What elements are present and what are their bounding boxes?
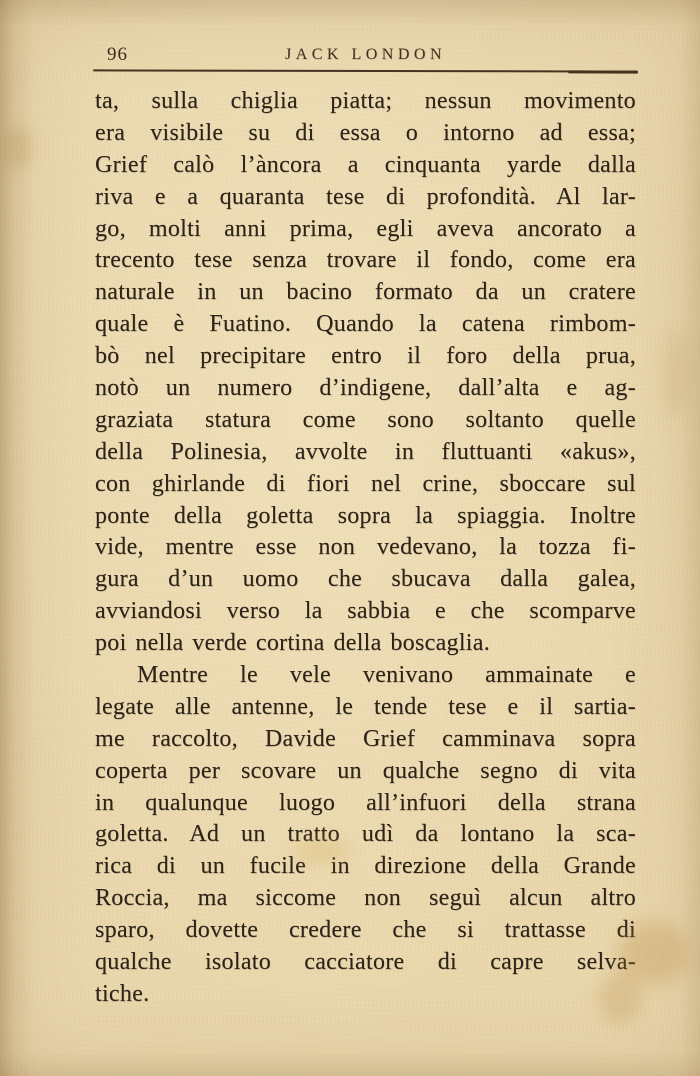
text-line: graziata statura come sono soltanto quelle (95, 406, 636, 433)
text-line: gura d’un uomo che sbucava dalla galea, (95, 566, 636, 593)
page-text (95, 86, 636, 1011)
text-line: tiche. (95, 980, 150, 1007)
text-line: era visibile su di essa o intorno ad essa; (95, 119, 636, 146)
running-header-title: JACK LONDON (284, 46, 447, 63)
text-line: goletta. Ad un tratto udì da lontano la sca- (95, 821, 636, 848)
text-line: poi nella verde cortina della boscaglia. (95, 630, 491, 657)
text-line: avviandosi verso la sabbia e che scomparve (95, 598, 636, 625)
text-line: me raccolto, Davide Grief camminava sopra (95, 725, 636, 752)
page-number: 96 (107, 44, 128, 65)
text-line: Roccia, ma siccome non seguì alcun altro (95, 885, 636, 912)
text-line: ponte della goletta sopra la spiaggia. Inoltre (95, 502, 636, 529)
stain (664, 330, 690, 420)
running-header (95, 42, 636, 68)
text-line: go, molti anni prima, egli aveva ancorato a (95, 215, 636, 242)
text-line: in qualunque luogo all’infuori della strana (95, 789, 636, 816)
text-line: quale è Fuatino. Quando la catena rimbom- (95, 311, 636, 338)
text-line: bò nel precipitare entro il foro della prua, (95, 343, 636, 370)
text-line: vide, mentre esse non vedevano, la tozza fi- (95, 534, 636, 561)
text-line: trecento tese senza trovare il fondo, come era (95, 247, 636, 274)
text-line: rica di un fucile in direzione della Grande (95, 853, 636, 880)
text-line: legate alle antenne, le tende tese e il sartia- (95, 693, 636, 720)
text-line: notò un numero d’indigene, dall’alta e ag- (95, 375, 636, 402)
text-line: sparo, dovette credere che si trattasse di (95, 917, 636, 944)
text-line: naturale in un bacino formato da un cratere (95, 279, 636, 306)
text-line: Grief calò l’àncora a cinquanta yarde dalla (95, 151, 636, 178)
text-line: Mentre le vele venivano ammainate e (137, 662, 636, 689)
text-line: con ghirlande di fiori nel crine, sboccare sul (95, 470, 636, 497)
stain (4, 126, 32, 170)
text-line: riva e a quaranta tese di profondità. Al lar- (95, 183, 636, 210)
text-line: ta, sulla chiglia piatta; nessun movimento (95, 88, 636, 114)
text-line: qualche isolato cacciatore di capre selva- (95, 949, 636, 976)
text-line: della Polinesia, avvolte in fluttuanti «akus», (95, 438, 636, 465)
text-line: coperta per scovare un qualche segno di vita (95, 757, 636, 784)
header-rule (93, 69, 638, 72)
